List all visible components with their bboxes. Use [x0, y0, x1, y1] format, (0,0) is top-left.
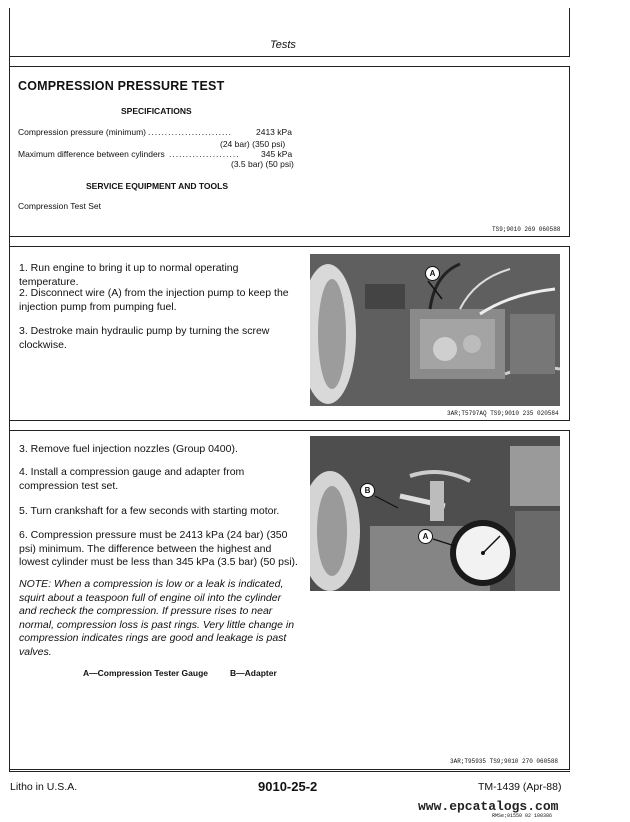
spec-heading: SPECIFICATIONS: [121, 106, 192, 116]
spec-ref: TS9;9010 269 060588: [492, 226, 561, 233]
step-5: 5. Turn crankshaft for a few seconds with starting motor.: [19, 505, 280, 517]
section-title: COMPRESSION PRESSURE TEST: [18, 79, 225, 93]
note: NOTE: When a compression is low or a leak is indicated, squirt about a teaspoon full of engine oil into the cylinder and recheck the compression. If pressure rises to near normal, compression loss is past rings. Very little change in compression indicates rings are good and leakage is past valves.: [19, 578, 295, 658]
step-2: 2. Disconnect wire (A) from the injection pump to keep the injection pump from pumping fuel.: [19, 287, 289, 313]
spec-row-2-value: 345 kPa: [261, 149, 293, 159]
footer-center: 9010-25-2: [258, 779, 318, 794]
tools-heading: SERVICE EQUIPMENT AND TOOLS: [86, 181, 229, 191]
spec-row-1-dots: .........................: [148, 127, 233, 137]
spec-row-1-label: Compression pressure (minimum): [18, 127, 147, 137]
spec-row-2-sub: (3.5 bar) (50 psi): [231, 159, 294, 169]
footer-right: TM-1439 (Apr-88): [478, 781, 562, 793]
legend-b: B—Adapter: [230, 668, 277, 678]
section3-ref: 3AR;T95935 TS9;9010 270 060588: [450, 758, 559, 765]
step-4: 4. Install a compression gauge and adapter from compression test set.: [19, 466, 245, 492]
step-3: 3. Destroke main hydraulic pump by turning the screw clockwise.: [19, 325, 270, 351]
compression-gauge-photo: [310, 436, 560, 591]
callout-a-section2: A: [425, 266, 440, 281]
step-6: 6. Compression pressure must be 2413 kPa (24 bar) (350 psi) minimum. The difference between the highest and lowest cylinder must be less than 345 kPa (3.5 bar) (50 psi).: [19, 529, 298, 568]
watermark: www.epcatalogs.com: [418, 799, 559, 814]
spec-row-2-label: Maximum difference between cylinders: [18, 149, 165, 159]
callout-a-section3: A: [418, 529, 433, 544]
legend-a: A—Compression Tester Gauge: [83, 668, 209, 678]
step-3b: 3. Remove fuel injection nozzles (Group 0400).: [19, 443, 238, 455]
spec-row-2-dots: .....................: [169, 149, 240, 159]
spec-row-1-sub: (24 bar) (350 psi): [220, 139, 286, 149]
step-1: 1. Run engine to bring it up to normal operating temperature.: [19, 262, 239, 288]
footer-left: Litho in U.S.A.: [10, 781, 78, 793]
footer-small-ref: RMSe;01550 02 100386: [492, 813, 553, 819]
tools-item: Compression Test Set: [18, 201, 101, 211]
bottom-rule: [9, 771, 570, 772]
callout-b-section3: B: [360, 483, 375, 498]
injection-pump-photo: [310, 254, 560, 406]
right-margin-line: [569, 8, 570, 56]
header-rule: [9, 56, 570, 57]
section2-ref: 3AR;T5797AQ TS9;9010 235 020584: [447, 410, 559, 417]
compression-gauge-image: [310, 436, 560, 591]
header-title: Tests: [270, 39, 296, 51]
spec-row-1-value: 2413 kPa: [256, 127, 292, 137]
